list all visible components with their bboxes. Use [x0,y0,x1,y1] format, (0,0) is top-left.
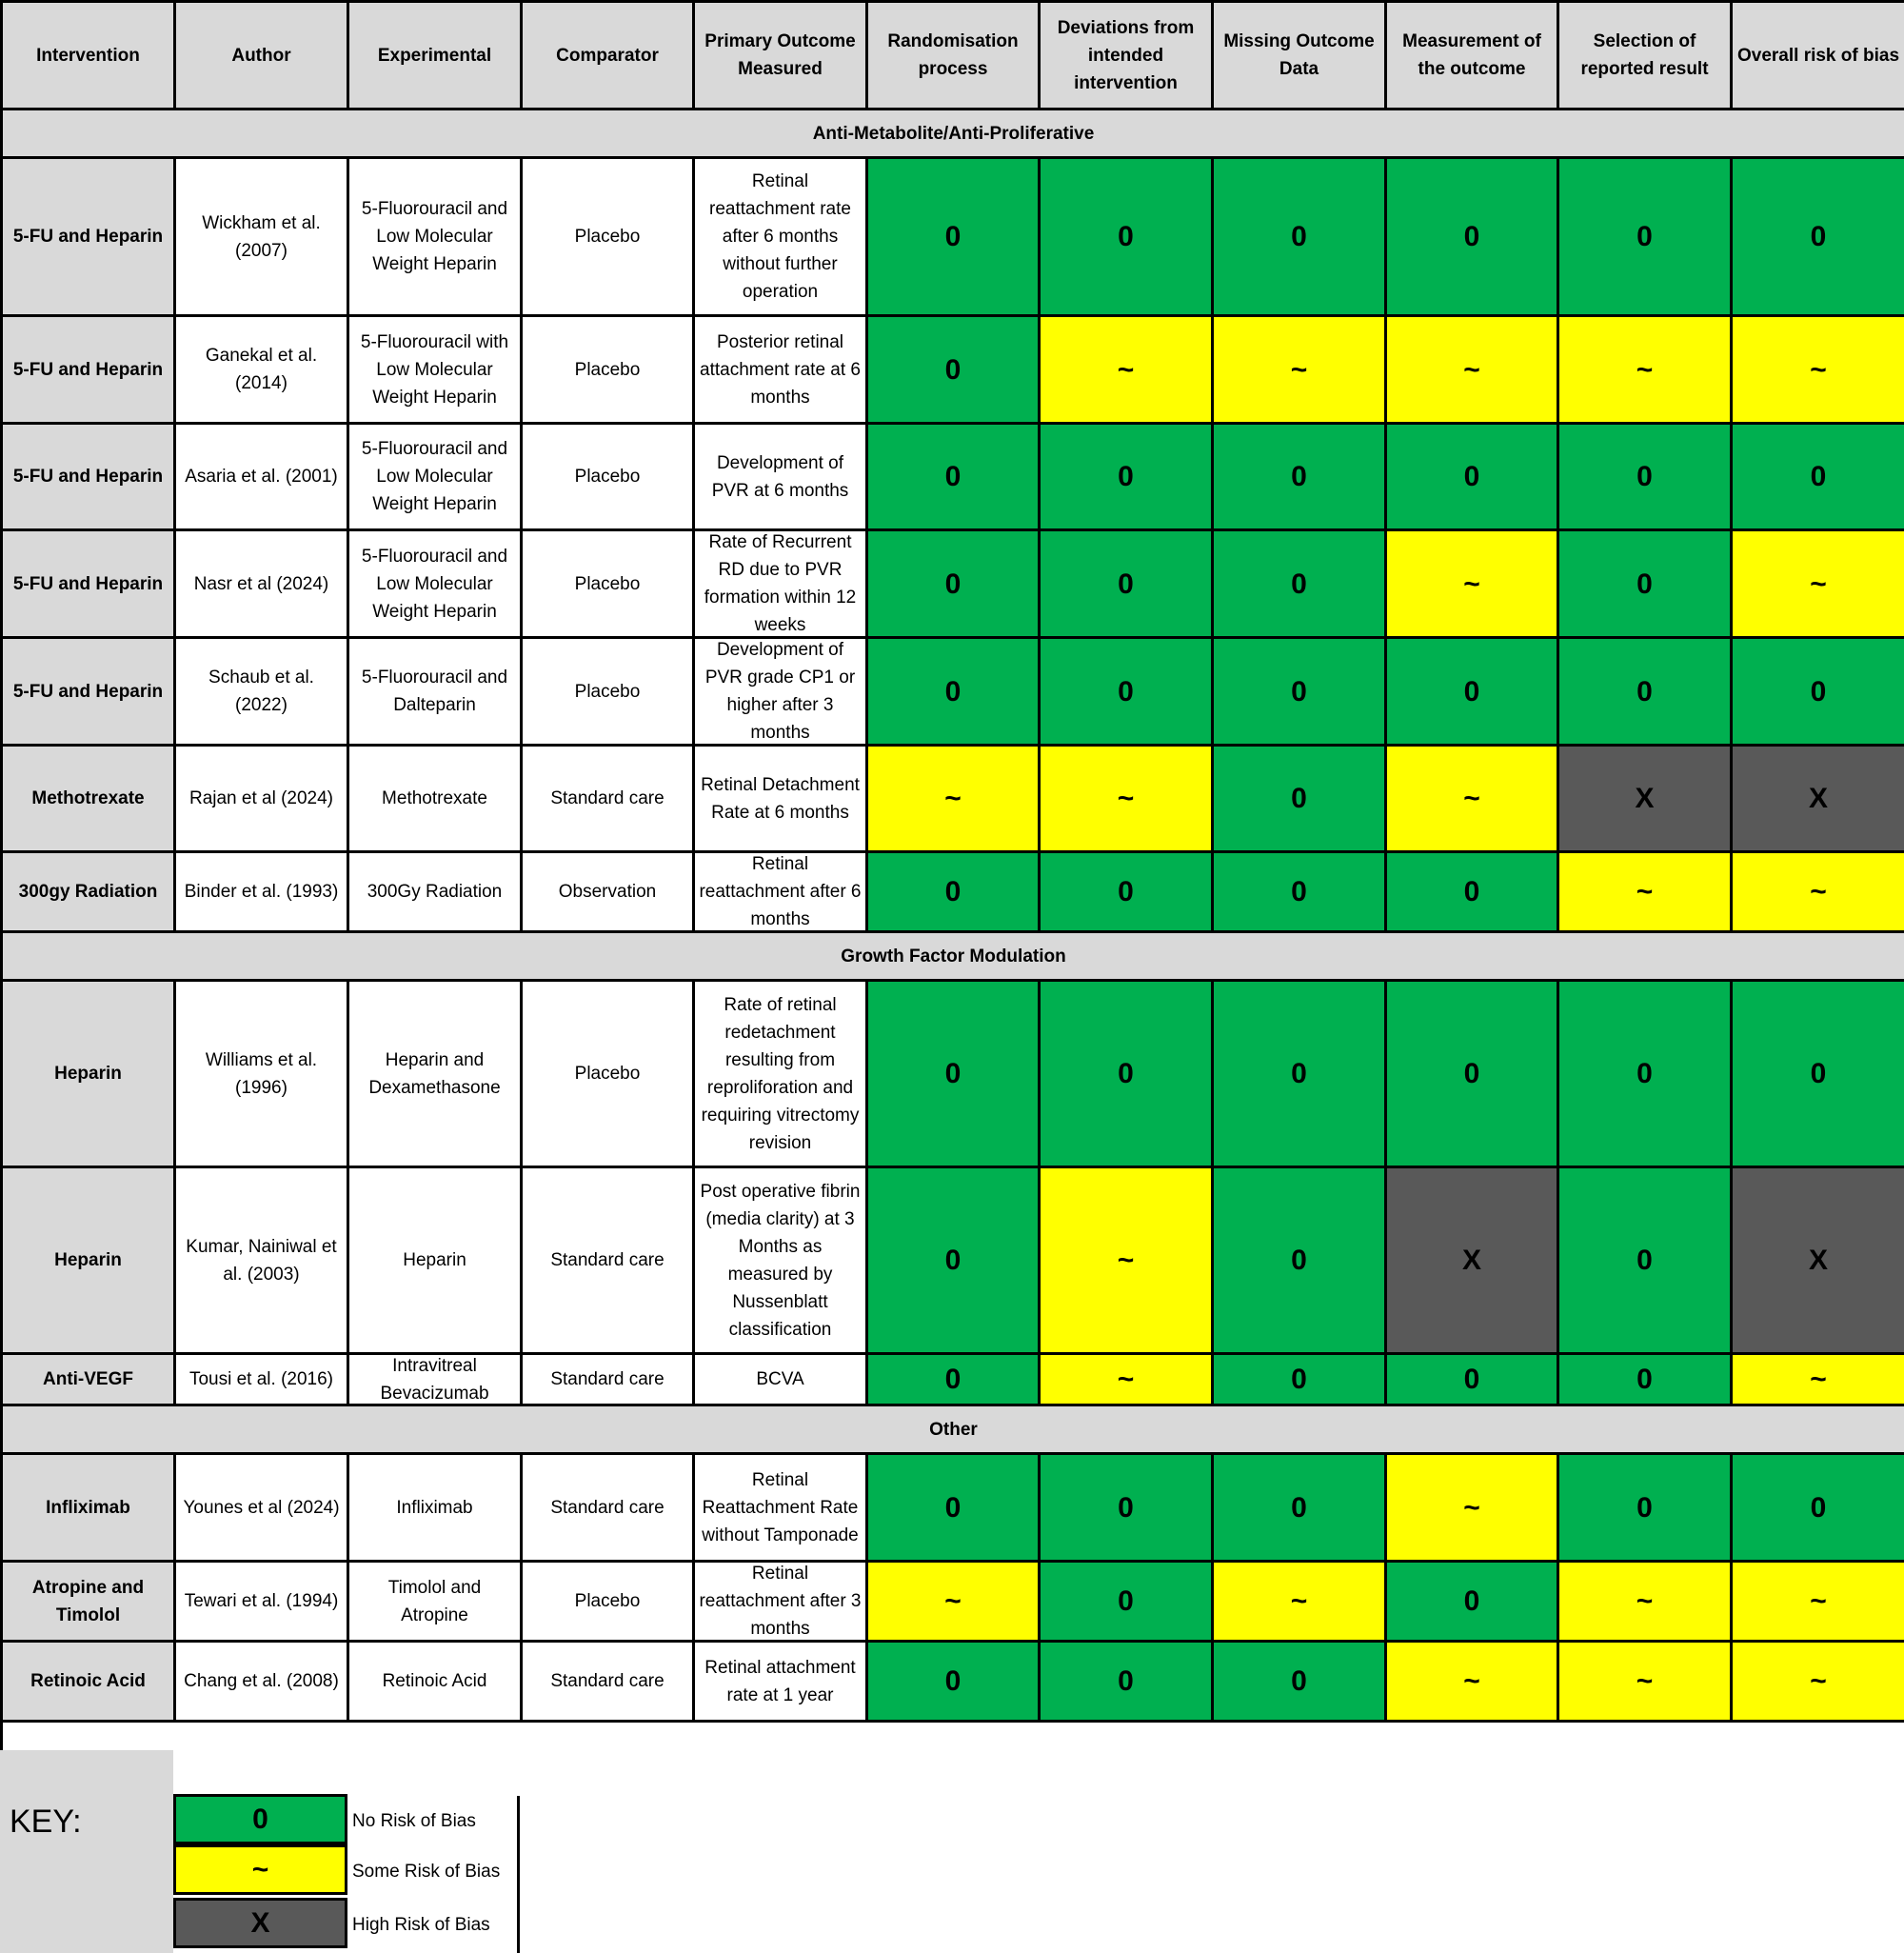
experimental-cell: Timolol and Atropine [349,1563,523,1643]
risk-rating-cell: 0 [1041,1563,1214,1643]
intervention-cell: Heparin [3,982,176,1168]
risk-rating-cell: 0 [1559,1355,1733,1406]
risk-rating-cell: ~ [1559,1563,1733,1643]
risk-rating-cell: 0 [1387,425,1559,531]
outcome-cell: Post operative fibrin (media clarity) at 3 Months as measured by Nussenblatt classification [695,1168,868,1355]
risk-rating-cell: 0 [1559,159,1733,317]
outcome-cell: Development of PVR grade CP1 or higher after 3 months [695,639,868,747]
risk-rating-cell: ~ [1559,1643,1733,1723]
risk-rating-cell: ~ [1387,1643,1559,1723]
author-cell: Nasr et al (2024) [176,531,349,639]
risk-rating-cell: 0 [868,1355,1041,1406]
risk-rating-cell: 0 [1387,639,1559,747]
risk-rating-cell: ~ [1559,317,1733,425]
comparator-cell: Placebo [523,317,695,425]
column-header: Intervention [3,3,176,110]
risk-rating-cell: 0 [868,1643,1041,1723]
risk-rating-cell: 0 [1387,853,1559,933]
intervention-cell: Retinoic Acid [3,1643,176,1723]
risk-rating-cell: 0 [1387,982,1559,1168]
experimental-cell: Heparin [349,1168,523,1355]
author-cell: Kumar, Nainiwal et al. (2003) [176,1168,349,1355]
risk-rating-cell: 0 [1733,639,1904,747]
author-cell: Ganekal et al. (2014) [176,317,349,425]
risk-rating-cell: 0 [1041,1643,1214,1723]
risk-rating-cell: ~ [1041,1355,1214,1406]
risk-rating-cell: ~ [1733,853,1904,933]
risk-rating-cell: 0 [868,317,1041,425]
risk-rating-cell: 0 [1559,982,1733,1168]
risk-rating-cell: 0 [868,159,1041,317]
experimental-cell: 5-Fluorouracil and Low Molecular Weight Heparin [349,531,523,639]
comparator-cell: Placebo [523,531,695,639]
experimental-cell: 5-Fluorouracil and Low Molecular Weight Heparin [349,425,523,531]
comparator-cell: Placebo [523,425,695,531]
intervention-cell: Atropine and Timolol [3,1563,176,1643]
author-cell: Williams et al. (1996) [176,982,349,1168]
outcome-cell: Development of PVR at 6 months [695,425,868,531]
risk-rating-cell: ~ [1733,531,1904,639]
experimental-cell: Intravitreal Bevacizumab [349,1355,523,1406]
column-header: Selection of reported result [1559,3,1733,110]
risk-rating-cell: X [1387,1168,1559,1355]
risk-rating-cell: X [1733,747,1904,853]
key-swatch-high-risk: X [173,1898,347,1948]
key-gray-block [0,1750,173,1953]
key-legend [0,1750,1904,1953]
risk-rating-cell: 0 [1387,1355,1559,1406]
risk-rating-cell: ~ [868,1563,1041,1643]
outcome-cell: Retinal attachment rate at 1 year [695,1643,868,1723]
column-header: Overall risk of bias [1733,3,1904,110]
risk-rating-cell: 0 [868,1168,1041,1355]
author-cell: Chang et al. (2008) [176,1643,349,1723]
risk-rating-cell: 0 [1214,639,1387,747]
intervention-cell: 5-FU and Heparin [3,317,176,425]
risk-rating-cell: 0 [1214,1355,1387,1406]
intervention-cell: 5-FU and Heparin [3,531,176,639]
column-header: Missing Outcome Data [1214,3,1387,110]
comparator-cell: Placebo [523,159,695,317]
intervention-cell: Anti-VEGF [3,1355,176,1406]
experimental-cell: Methotrexate [349,747,523,853]
comparator-cell: Standard care [523,1355,695,1406]
experimental-cell: Infliximab [349,1455,523,1563]
experimental-cell: 5-Fluorouracil and Dalteparin [349,639,523,747]
author-cell: Schaub et al. (2022) [176,639,349,747]
risk-rating-cell: 0 [1387,159,1559,317]
risk-rating-cell: ~ [1214,317,1387,425]
risk-rating-cell: 0 [1559,639,1733,747]
column-header: Primary Outcome Measured [695,3,868,110]
outcome-cell: Retinal Detachment Rate at 6 months [695,747,868,853]
key-title: KEY: [10,1804,82,1840]
intervention-cell: Methotrexate [3,747,176,853]
author-cell: Tousi et al. (2016) [176,1355,349,1406]
column-header: Author [176,3,349,110]
outcome-cell: Retinal reattachment rate after 6 months without further operation [695,159,868,317]
risk-rating-cell: 0 [1559,1168,1733,1355]
risk-rating-cell: ~ [868,747,1041,853]
outcome-cell: Rate of retinal redetachment resulting from reproliforation and requiring vitrectomy revision [695,982,868,1168]
author-cell: Tewari et al. (1994) [176,1563,349,1643]
author-cell: Binder et al. (1993) [176,853,349,933]
author-cell: Asaria et al. (2001) [176,425,349,531]
key-label-no-risk: No Risk of Bias [352,1811,476,1831]
experimental-cell: 5-Fluorouracil and Low Molecular Weight Heparin [349,159,523,317]
risk-rating-cell: ~ [1387,1455,1559,1563]
experimental-cell: 5-Fluorouracil with Low Molecular Weight Heparin [349,317,523,425]
risk-rating-cell: ~ [1559,853,1733,933]
comparator-cell: Placebo [523,639,695,747]
author-cell: Rajan et al (2024) [176,747,349,853]
risk-rating-cell: 0 [1559,425,1733,531]
risk-rating-cell: 0 [1214,425,1387,531]
column-header: Randomisation process [868,3,1041,110]
risk-rating-cell: 0 [868,531,1041,639]
risk-rating-cell: 0 [1214,1455,1387,1563]
risk-rating-cell: 0 [1214,531,1387,639]
outcome-cell: Retinal Reattachment Rate without Tamponade [695,1455,868,1563]
risk-rating-cell: 0 [1214,1643,1387,1723]
risk-rating-cell: 0 [1559,1455,1733,1563]
risk-rating-cell: 0 [1041,639,1214,747]
comparator-cell: Standard care [523,1643,695,1723]
intervention-cell: 5-FU and Heparin [3,159,176,317]
risk-rating-cell: 0 [1214,853,1387,933]
risk-rating-cell: ~ [1733,1563,1904,1643]
outcome-cell: BCVA [695,1355,868,1406]
key-swatch-no-risk: 0 [173,1794,347,1844]
risk-rating-cell: ~ [1387,317,1559,425]
risk-rating-cell: ~ [1733,317,1904,425]
section-header: Growth Factor Modulation [3,933,1904,982]
risk-rating-cell: X [1559,747,1733,853]
risk-rating-cell: 0 [1733,159,1904,317]
outcome-cell: Retinal reattachment after 3 months [695,1563,868,1643]
risk-rating-cell: ~ [1214,1563,1387,1643]
risk-rating-cell: 0 [1041,531,1214,639]
risk-rating-cell: X [1733,1168,1904,1355]
outcome-cell: Retinal reattachment after 6 months [695,853,868,933]
risk-rating-cell: 0 [868,853,1041,933]
comparator-cell: Observation [523,853,695,933]
comparator-cell: Standard care [523,1455,695,1563]
comparator-cell: Standard care [523,747,695,853]
column-header: Comparator [523,3,695,110]
risk-rating-cell: 0 [1559,531,1733,639]
risk-rating-cell: ~ [1387,531,1559,639]
risk-rating-cell: 0 [1041,853,1214,933]
comparator-cell: Standard care [523,1168,695,1355]
risk-rating-cell: 0 [868,425,1041,531]
column-header: Measurement of the outcome [1387,3,1559,110]
experimental-cell: Retinoic Acid [349,1643,523,1723]
risk-rating-cell: 0 [1214,747,1387,853]
risk-rating-cell: 0 [1041,425,1214,531]
risk-rating-cell: 0 [1041,1455,1214,1563]
risk-rating-cell: 0 [1214,159,1387,317]
risk-rating-cell: 0 [1041,982,1214,1168]
risk-rating-cell: 0 [1214,1168,1387,1355]
risk-rating-cell: ~ [1041,317,1214,425]
risk-rating-cell: 0 [1041,159,1214,317]
risk-rating-cell: 0 [1733,1455,1904,1563]
risk-rating-cell: 0 [868,639,1041,747]
risk-rating-cell: 0 [1733,982,1904,1168]
experimental-cell: 300Gy Radiation [349,853,523,933]
key-label-high-risk: High Risk of Bias [352,1915,490,1935]
outcome-cell: Rate of Recurrent RD due to PVR formation within 12 weeks [695,531,868,639]
comparator-cell: Placebo [523,1563,695,1643]
key-label-some-risk: Some Risk of Bias [352,1862,501,1882]
column-header: Deviations from intended intervention [1041,3,1214,110]
risk-rating-cell: 0 [1733,425,1904,531]
risk-rating-cell: ~ [1041,747,1214,853]
risk-rating-cell: 0 [868,982,1041,1168]
intervention-cell: 300gy Radiation [3,853,176,933]
key-divider [517,1796,520,1953]
experimental-cell: Heparin and Dexamethasone [349,982,523,1168]
intervention-cell: 5-FU and Heparin [3,639,176,747]
author-cell: Wickham et al. (2007) [176,159,349,317]
risk-rating-cell: 0 [868,1455,1041,1563]
key-swatch-some-risk: ~ [173,1844,347,1895]
column-header: Experimental [349,3,523,110]
intervention-cell: Infliximab [3,1455,176,1563]
risk-rating-cell: ~ [1733,1355,1904,1406]
author-cell: Younes et al (2024) [176,1455,349,1563]
comparator-cell: Placebo [523,982,695,1168]
risk-rating-cell: ~ [1733,1643,1904,1723]
risk-rating-cell: 0 [1387,1563,1559,1643]
risk-rating-cell: 0 [1214,982,1387,1168]
intervention-cell: 5-FU and Heparin [3,425,176,531]
risk-rating-cell: ~ [1041,1168,1214,1355]
intervention-cell: Heparin [3,1168,176,1355]
risk-rating-cell: ~ [1387,747,1559,853]
outcome-cell: Posterior retinal attachment rate at 6 months [695,317,868,425]
section-header: Other [3,1406,1904,1455]
section-header: Anti-Metabolite/Anti-Proliferative [3,110,1904,159]
